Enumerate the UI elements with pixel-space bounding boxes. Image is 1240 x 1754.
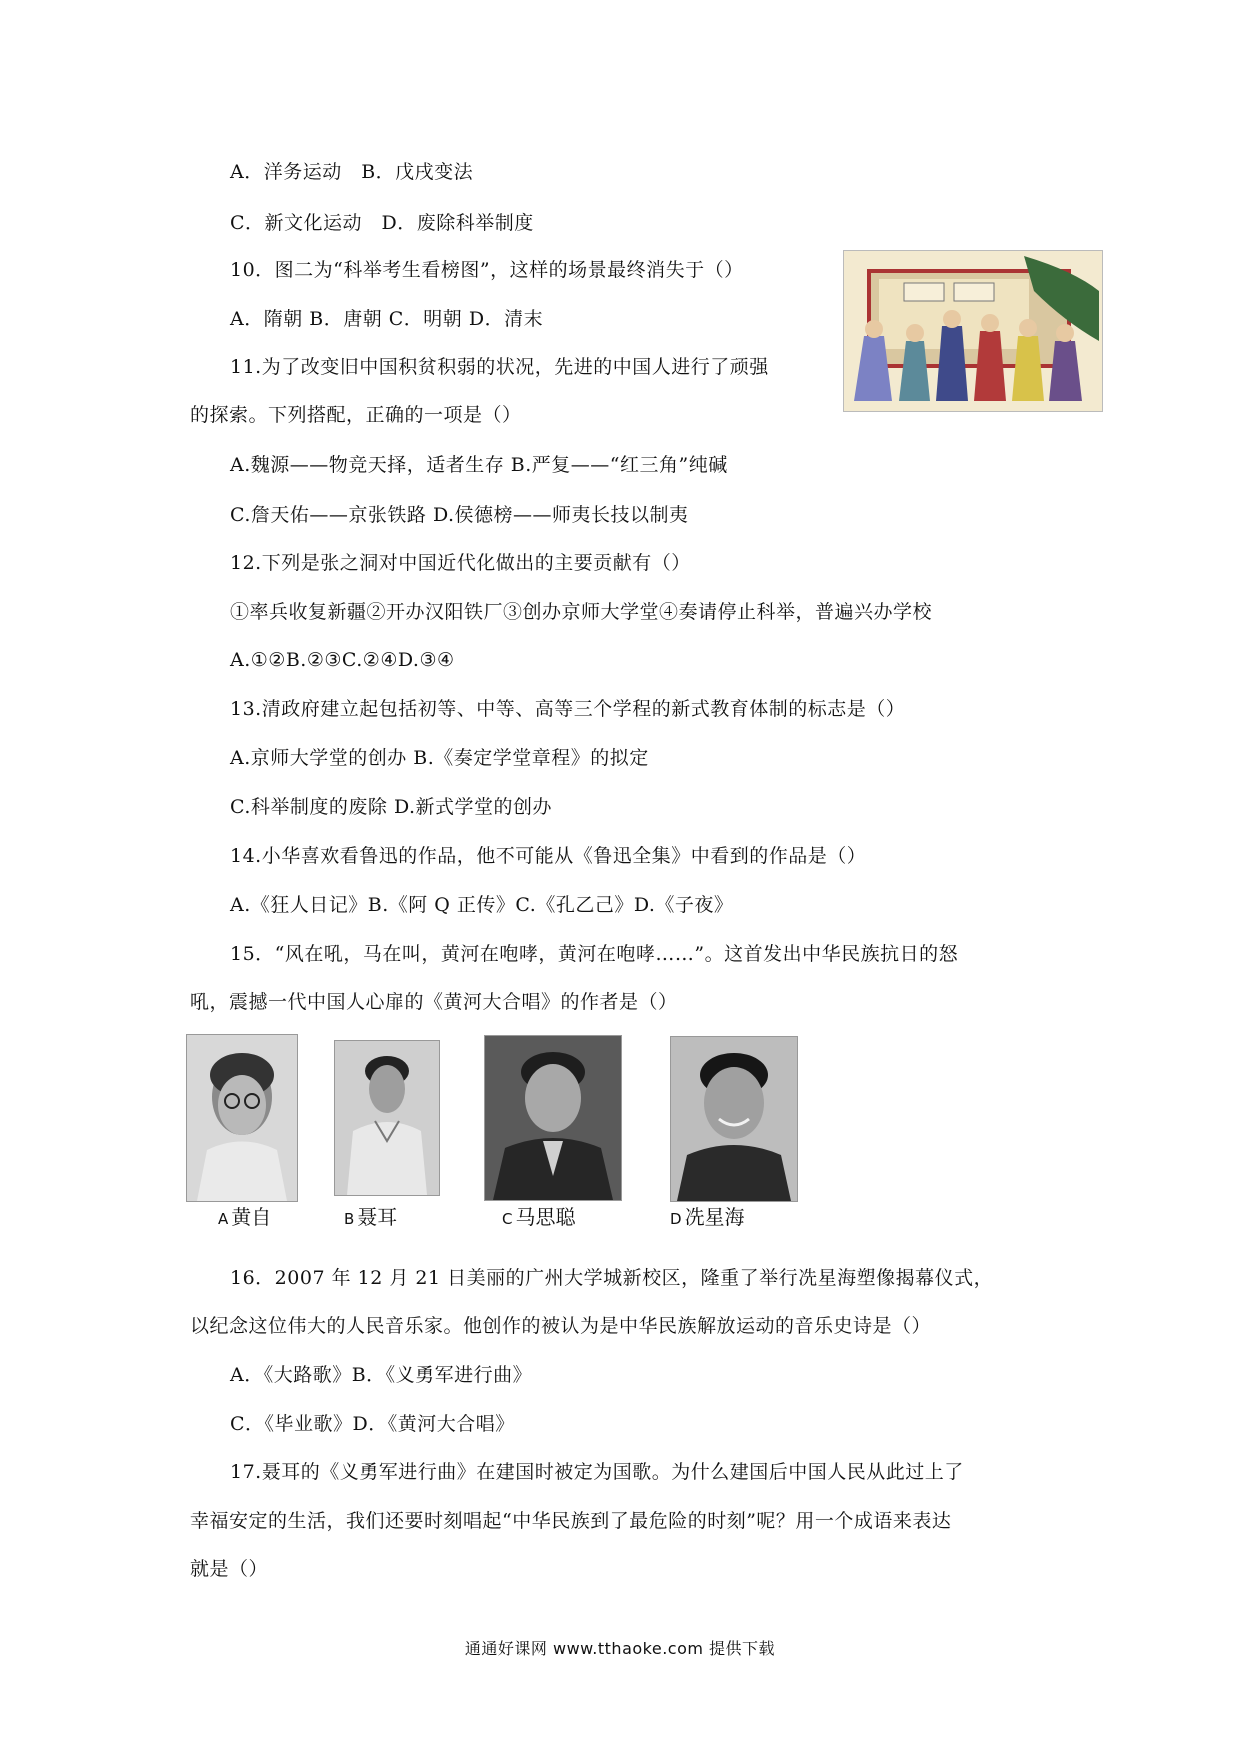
q10-options: A．隋朝 B．唐朝 C．明朝 D．清末 bbox=[230, 308, 544, 330]
portrait-huang-zi bbox=[186, 1034, 298, 1202]
q16-options-ab: A．《大路歌》B．《义勇军进行曲》 bbox=[230, 1364, 533, 1386]
portrait-ma-sicong bbox=[484, 1035, 622, 1201]
caption-b bbox=[344, 1204, 397, 1232]
q17-stem-line2: 幸福安定的生活，我们还要时刻唱起“中华民族到了最危险的时刻”呢？用一个成语来表达 bbox=[190, 1510, 952, 1532]
caption-a bbox=[218, 1204, 271, 1232]
q11-stem-line2: 的探索。下列搭配，正确的一项是（） bbox=[190, 404, 522, 426]
q13-options-cd: C.科举制度的废除 D.新式学堂的创办 bbox=[230, 796, 553, 818]
exam-results-illustration bbox=[843, 250, 1103, 412]
q16-stem-line2: 以纪念这位伟大的人民音乐家。他创作的被认为是中华民族解放运动的音乐史诗是（） bbox=[190, 1315, 932, 1337]
q17-stem-line3: 就是（） bbox=[190, 1558, 269, 1580]
caption-d-name: 冼星海 bbox=[684, 1205, 745, 1229]
q13-options-ab: A.京师大学堂的创办 B.《奏定学堂章程》的拟定 bbox=[230, 747, 649, 769]
caption-a-letter: A bbox=[218, 1210, 229, 1228]
q14-stem: 14.小华喜欢看鲁迅的作品，他不可能从《鲁迅全集》中看到的作品是（） bbox=[230, 845, 867, 867]
q12-items: ①率兵收复新疆②开办汉阳铁厂③创办京师大学堂④奏请停止科举，普遍兴办学校 bbox=[230, 601, 933, 623]
caption-b-letter: B bbox=[344, 1210, 355, 1228]
q12-options: A.①②B.②③C.②④D.③④ bbox=[230, 649, 455, 671]
portrait-xian-xinghai bbox=[670, 1036, 798, 1202]
q13-stem: 13.清政府建立起包括初等、中等、高等三个学程的新式教育体制的标志是（） bbox=[230, 698, 906, 720]
caption-c bbox=[502, 1204, 575, 1232]
caption-d bbox=[670, 1204, 745, 1232]
caption-b-name: 聂耳 bbox=[357, 1205, 398, 1229]
portrait-nie-er bbox=[334, 1040, 440, 1196]
q10-stem: 10．图二为“科举考生看榜图”，这样的场景最终消失于（） bbox=[230, 259, 744, 281]
q11-options-ab: A.魏源——物竞天择，适者生存 B.严复——“红三角”纯碱 bbox=[230, 454, 728, 476]
q17-stem-line1: 17.聂耳的《义勇军进行曲》在建国时被定为国歌。为什么建国后中国人民从此过上了 bbox=[230, 1461, 964, 1483]
q11-stem-line1: 11.为了改变旧中国积贫积弱的状况，先进的中国人进行了顽强 bbox=[230, 356, 769, 378]
q16-stem-line1: 16．2007 年 12 月 21 日美丽的广州大学城新校区，隆重了举行冼星海塑像揭幕仪式， bbox=[230, 1267, 994, 1289]
q14-options: A.《狂人日记》B.《阿 Q 正传》C.《孔乙己》D.《子夜》 bbox=[230, 894, 734, 916]
q9-options-cd: C．新文化运动 D．废除科举制度 bbox=[230, 212, 534, 234]
q15-stem-line1: 15．“风在吼，马在叫，黄河在咆哮，黄河在咆哮……”。这首发出中华民族抗日的怒 bbox=[230, 943, 959, 965]
q9-options-ab: A．洋务运动 B．戊戌变法 bbox=[230, 161, 474, 183]
caption-a-name: 黄自 bbox=[231, 1205, 272, 1229]
q11-options-cd: C.詹天佑——京张铁路 D.侯德榜——师夷长技以制夷 bbox=[230, 504, 689, 526]
page-footer: 通通好课网 www.tthaoke.com 提供下载 bbox=[464, 1639, 776, 1658]
caption-d-letter: D bbox=[670, 1210, 682, 1228]
q15-stem-line2: 吼，震撼一代中国人心扉的《黄河大合唱》的作者是（） bbox=[190, 991, 678, 1013]
caption-c-name: 马思聪 bbox=[515, 1205, 576, 1229]
q12-stem: 12.下列是张之洞对中国近代化做出的主要贡献有（） bbox=[230, 552, 691, 574]
caption-c-letter: C bbox=[502, 1210, 513, 1228]
q16-options-cd: C．《毕业歌》D．《黄河大合唱》 bbox=[230, 1413, 515, 1435]
